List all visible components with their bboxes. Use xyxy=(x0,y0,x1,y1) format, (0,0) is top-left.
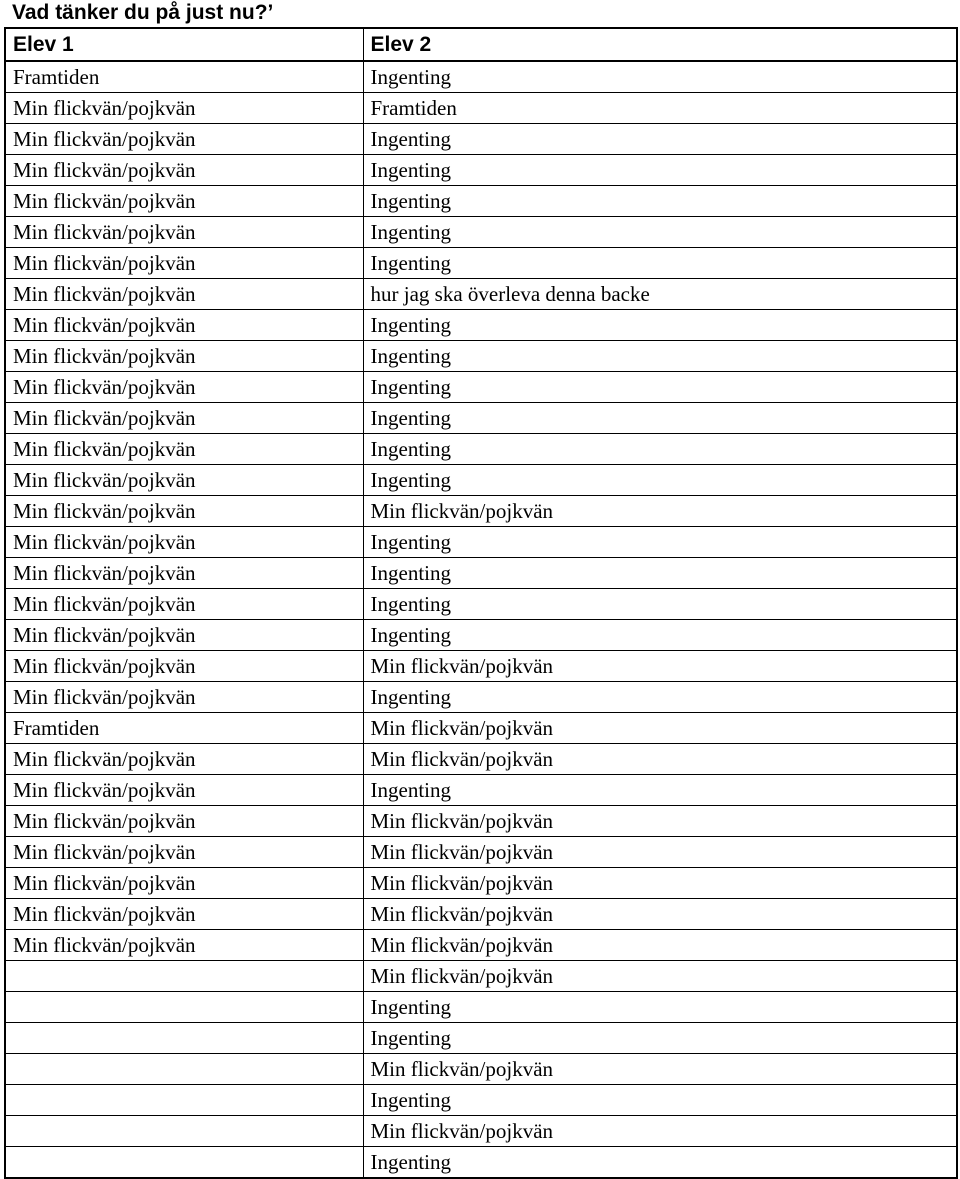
column-header-elev-2: Elev 2 xyxy=(363,28,957,61)
cell-elev-1 xyxy=(5,1054,363,1085)
cell-elev-2: Min flickvän/pojkvän xyxy=(363,713,957,744)
cell-elev-1: Min flickvän/pojkvän xyxy=(5,620,363,651)
cell-elev-2: Ingenting xyxy=(363,372,957,403)
table-row xyxy=(5,930,957,961)
cell-elev-2: Ingenting xyxy=(363,558,957,589)
cell-elev-2: Min flickvän/pojkvän xyxy=(363,899,957,930)
cell-elev-1: Min flickvän/pojkvän xyxy=(5,341,363,372)
cell-elev-1: Min flickvän/pojkvän xyxy=(5,899,363,930)
cell-elev-1: Min flickvän/pojkvän xyxy=(5,589,363,620)
cell-elev-2: Framtiden xyxy=(363,93,957,124)
cell-elev-2: Ingenting xyxy=(363,310,957,341)
cell-elev-2: Min flickvän/pojkvän xyxy=(363,1116,957,1147)
cell-elev-2: Ingenting xyxy=(363,992,957,1023)
cell-elev-2: Min flickvän/pojkvän xyxy=(363,930,957,961)
table-row xyxy=(5,310,957,341)
cell-elev-2: Min flickvän/pojkvän xyxy=(363,961,957,992)
table-row xyxy=(5,744,957,775)
table-row xyxy=(5,61,957,93)
table-body xyxy=(5,61,957,1178)
cell-elev-1: Min flickvän/pojkvän xyxy=(5,744,363,775)
cell-elev-2: Ingenting xyxy=(363,155,957,186)
table-row xyxy=(5,1054,957,1085)
cell-elev-2: Min flickvän/pojkvän xyxy=(363,744,957,775)
cell-elev-1 xyxy=(5,1147,363,1179)
cell-elev-2: Ingenting xyxy=(363,217,957,248)
table-row xyxy=(5,186,957,217)
table-row xyxy=(5,248,957,279)
table-row xyxy=(5,837,957,868)
cell-elev-1: Min flickvän/pojkvän xyxy=(5,775,363,806)
cell-elev-2: Ingenting xyxy=(363,589,957,620)
table-row xyxy=(5,341,957,372)
cell-elev-1: Min flickvän/pojkvän xyxy=(5,248,363,279)
table-row xyxy=(5,651,957,682)
table-row xyxy=(5,124,957,155)
table-row xyxy=(5,496,957,527)
table-header-row xyxy=(5,28,957,61)
cell-elev-2: Ingenting xyxy=(363,403,957,434)
cell-elev-1: Min flickvän/pojkvän xyxy=(5,837,363,868)
cell-elev-2: Ingenting xyxy=(363,61,957,93)
column-header-elev-1: Elev 1 xyxy=(5,28,363,61)
cell-elev-1: Min flickvän/pojkvän xyxy=(5,217,363,248)
cell-elev-1 xyxy=(5,1085,363,1116)
cell-elev-1: Min flickvän/pojkvän xyxy=(5,155,363,186)
table-row xyxy=(5,217,957,248)
cell-elev-1: Min flickvän/pojkvän xyxy=(5,496,363,527)
table-row xyxy=(5,992,957,1023)
cell-elev-2: Ingenting xyxy=(363,682,957,713)
cell-elev-2: Ingenting xyxy=(363,620,957,651)
table-row xyxy=(5,868,957,899)
table-row xyxy=(5,527,957,558)
cell-elev-2: Ingenting xyxy=(363,341,957,372)
cell-elev-2: Ingenting xyxy=(363,186,957,217)
cell-elev-1: Min flickvän/pojkvän xyxy=(5,403,363,434)
cell-elev-1 xyxy=(5,992,363,1023)
cell-elev-2: hur jag ska överleva denna backe xyxy=(363,279,957,310)
table-row xyxy=(5,93,957,124)
cell-elev-2: Min flickvän/pojkvän xyxy=(363,1054,957,1085)
responses-table xyxy=(4,27,958,1179)
cell-elev-1: Min flickvän/pojkvän xyxy=(5,93,363,124)
table-row xyxy=(5,682,957,713)
table-row xyxy=(5,713,957,744)
cell-elev-2: Ingenting xyxy=(363,1023,957,1054)
cell-elev-2: Ingenting xyxy=(363,1085,957,1116)
table-row xyxy=(5,465,957,496)
cell-elev-1: Min flickvän/pojkvän xyxy=(5,279,363,310)
cell-elev-1: Min flickvän/pojkvän xyxy=(5,310,363,341)
cell-elev-2: Min flickvän/pojkvän xyxy=(363,496,957,527)
cell-elev-1: Min flickvän/pojkvän xyxy=(5,434,363,465)
cell-elev-1: Min flickvän/pojkvän xyxy=(5,682,363,713)
table-row xyxy=(5,403,957,434)
table-row xyxy=(5,1023,957,1054)
cell-elev-2: Min flickvän/pojkvän xyxy=(363,651,957,682)
table-row xyxy=(5,279,957,310)
cell-elev-1: Framtiden xyxy=(5,713,363,744)
table-row xyxy=(5,806,957,837)
table-row xyxy=(5,434,957,465)
cell-elev-2: Ingenting xyxy=(363,527,957,558)
cell-elev-2: Min flickvän/pojkvän xyxy=(363,806,957,837)
cell-elev-1: Framtiden xyxy=(5,61,363,93)
cell-elev-1: Min flickvän/pojkvän xyxy=(5,186,363,217)
cell-elev-1: Min flickvän/pojkvän xyxy=(5,868,363,899)
cell-elev-2: Ingenting xyxy=(363,1147,957,1179)
cell-elev-2: Ingenting xyxy=(363,248,957,279)
cell-elev-1: Min flickvän/pojkvän xyxy=(5,124,363,155)
table-row xyxy=(5,558,957,589)
table-row xyxy=(5,372,957,403)
cell-elev-2: Ingenting xyxy=(363,124,957,155)
table-row xyxy=(5,589,957,620)
table-row xyxy=(5,1085,957,1116)
table-row xyxy=(5,899,957,930)
cell-elev-1: Min flickvän/pojkvän xyxy=(5,527,363,558)
cell-elev-1: Min flickvän/pojkvän xyxy=(5,806,363,837)
cell-elev-2: Ingenting xyxy=(363,465,957,496)
table-row xyxy=(5,155,957,186)
table-row xyxy=(5,961,957,992)
cell-elev-1 xyxy=(5,961,363,992)
cell-elev-1 xyxy=(5,1023,363,1054)
cell-elev-1: Min flickvän/pojkvän xyxy=(5,465,363,496)
cell-elev-1: Min flickvän/pojkvän xyxy=(5,651,363,682)
cell-elev-2: Ingenting xyxy=(363,775,957,806)
cell-elev-1: Min flickvän/pojkvän xyxy=(5,930,363,961)
cell-elev-2: Ingenting xyxy=(363,434,957,465)
table-row xyxy=(5,620,957,651)
table-row xyxy=(5,775,957,806)
cell-elev-1 xyxy=(5,1116,363,1147)
cell-elev-2: Min flickvän/pojkvän xyxy=(363,868,957,899)
cell-elev-1: Min flickvän/pojkvän xyxy=(5,558,363,589)
table-row xyxy=(5,1116,957,1147)
cell-elev-2: Min flickvän/pojkvän xyxy=(363,837,957,868)
cell-elev-1: Min flickvän/pojkvän xyxy=(5,372,363,403)
table-row xyxy=(5,1147,957,1179)
page-title: Vad tänker du på just nu?’ xyxy=(12,1,274,24)
